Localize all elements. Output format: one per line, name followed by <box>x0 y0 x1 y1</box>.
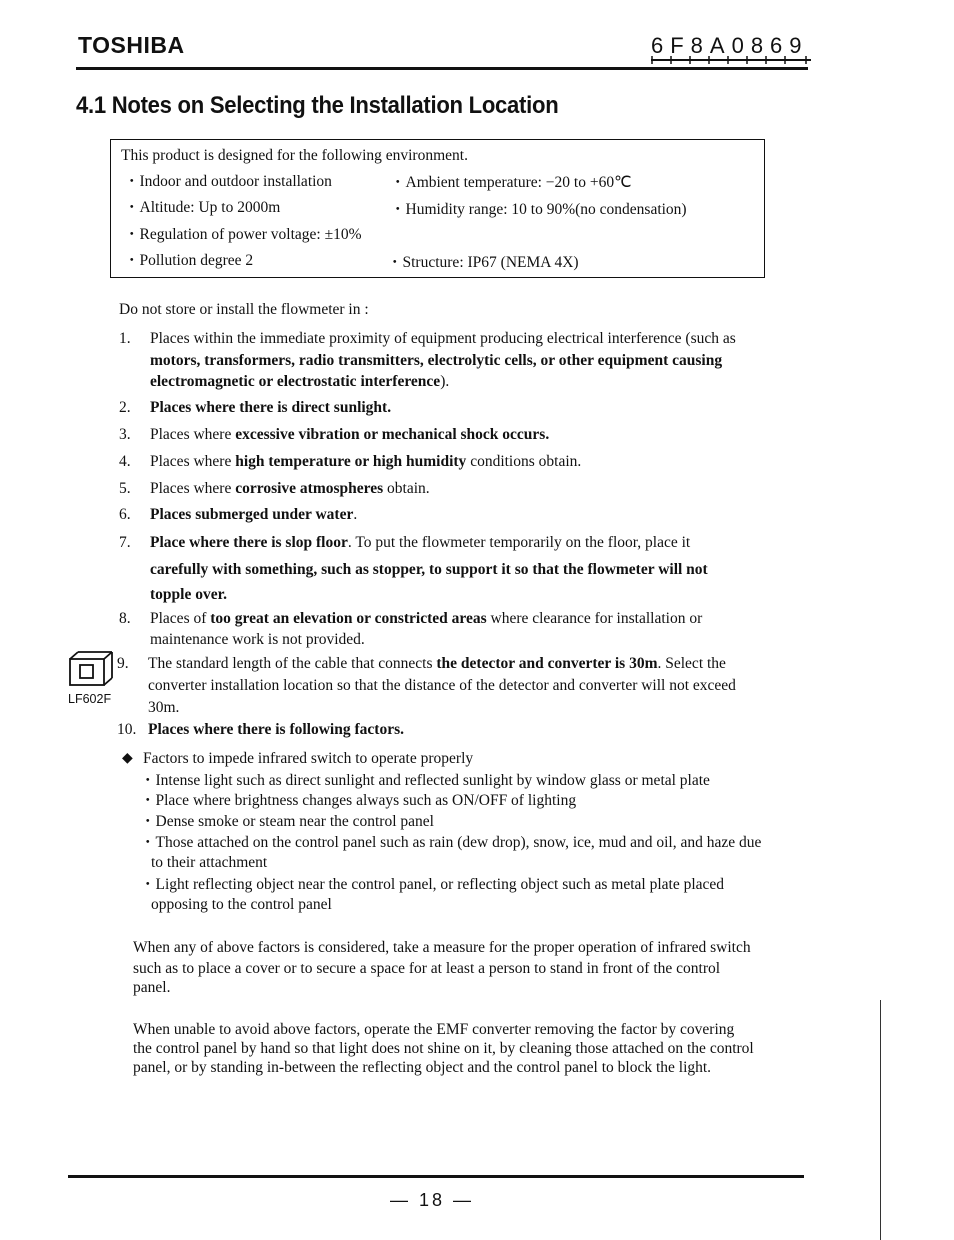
list-item-text: 30m. <box>148 699 180 716</box>
list-number: 3. <box>119 426 131 443</box>
list-item-text: Places where excessive vibration or mechanical shock occurs. <box>150 426 550 443</box>
diamond-bullet-icon: ◆ <box>122 751 133 766</box>
store-intro: Do not store or install the flowmeter in : <box>119 301 369 318</box>
page-number: — 18 — <box>390 1190 475 1210</box>
list-item-text: Places submerged under water. <box>150 506 358 523</box>
env-item-pollution: ・Pollution degree 2 <box>124 252 254 269</box>
env-item-temperature: ・Ambient temperature: −20 to +60℃ <box>390 174 632 191</box>
env-item-humidity: ・Humidity range: 10 to 90%(no condensation) <box>390 201 687 218</box>
factor-item: opposing to the control panel <box>151 896 332 913</box>
list-item-text: maintenance work is not provided. <box>150 631 365 648</box>
doc-number-ticks <box>651 56 807 64</box>
list-number: 10. <box>117 721 137 738</box>
paragraph-line: panel. <box>133 979 171 996</box>
factor-item: ・Dense smoke or steam near the control panel <box>140 813 434 830</box>
header-rule <box>76 67 808 70</box>
list-number: 9. <box>117 655 129 672</box>
list-item-text: motors, transformers, radio transmitters, electrolytic cells, or other equipment causing <box>150 352 723 369</box>
list-number: 8. <box>119 610 131 627</box>
list-item-text: Places where high temperature or high humidity conditions obtain. <box>150 453 582 470</box>
env-item-altitude: ・Altitude: Up to 2000m <box>124 199 281 216</box>
footer-rule <box>68 1175 804 1178</box>
factor-item: ・Those attached on the control panel such as rain (dew drop), snow, ice, mud and oil, and haze due <box>140 834 762 851</box>
factor-item: ・Light reflecting object near the control panel, or reflecting object such as metal plate placed <box>140 876 725 893</box>
list-number: 2. <box>119 399 131 416</box>
list-item-text: The standard length of the cable that connects the detector and converter is 30m. Select the <box>148 655 726 672</box>
list-item-text: Places where there is direct sunlight. <box>150 399 392 416</box>
list-item-text: Places where corrosive atmospheres obtain. <box>150 480 430 497</box>
list-item-text: electromagnetic or electrostatic interference). <box>150 373 450 390</box>
scan-edge-line <box>880 1000 881 1240</box>
environment-intro: This product is designed for the following environment. <box>121 147 468 164</box>
list-number: 6. <box>119 506 131 523</box>
paragraph-line: When any of above factors is considered, take a measure for the proper operation of infrared switch <box>133 939 751 956</box>
list-item-text: Places where there is following factors. <box>148 721 404 738</box>
list-number: 1. <box>119 330 131 347</box>
list-number: 4. <box>119 453 131 470</box>
paragraph-line: the control panel by hand so that light does not shine on it, by cleaning those attached on the control <box>133 1040 754 1057</box>
factor-item: ・Intense light such as direct sunlight and reflected sunlight by window glass or metal plate <box>140 772 710 789</box>
document-number: 6F8A0869 <box>651 33 811 61</box>
paragraph-line: such as to place a cover or to secure a space for at least a person to stand in front of the control <box>133 960 721 977</box>
side-note-label: LF602F <box>68 692 112 706</box>
list-item-text: converter installation location so that the distance of the detector and converter will not exceed <box>148 677 736 694</box>
factors-heading: Factors to impede infrared switch to operate properly <box>143 750 474 767</box>
env-item-indoor: ・Indoor and outdoor installation <box>124 173 332 190</box>
paragraph-line: panel, or by standing in-between the reflecting object and the control panel to block the light. <box>133 1059 712 1076</box>
factor-item: ・Place where brightness changes always such as ON/OFF of lighting <box>140 792 577 809</box>
factor-item: to their attachment <box>151 854 268 871</box>
list-item-text: Places within the immediate proximity of equipment producing electrical interference (such as <box>150 330 736 347</box>
env-item-structure: ・Structure: IP67 (NEMA 4X) <box>387 254 579 271</box>
list-item-text: Place where there is slop floor. To put the flowmeter temporarily on the floor, place it <box>150 534 691 551</box>
list-number: 7. <box>119 534 131 551</box>
converter-icon <box>68 651 114 687</box>
list-number: 5. <box>119 480 131 497</box>
brand-logo: TOSHIBA <box>78 32 185 58</box>
list-item-text: topple over. <box>150 586 227 603</box>
list-item-text: carefully with something, such as stopper, to support it so that the flowmeter will not <box>150 561 708 578</box>
list-item-text: Places of too great an elevation or constricted areas where clearance for installation or <box>150 610 703 627</box>
env-item-voltage: ・Regulation of power voltage: ±10% <box>124 226 362 243</box>
paragraph-line: When unable to avoid above factors, operate the EMF converter removing the factor by covering <box>133 1021 735 1038</box>
section-title: 4.1 Notes on Selecting the Installation Location <box>76 92 559 119</box>
